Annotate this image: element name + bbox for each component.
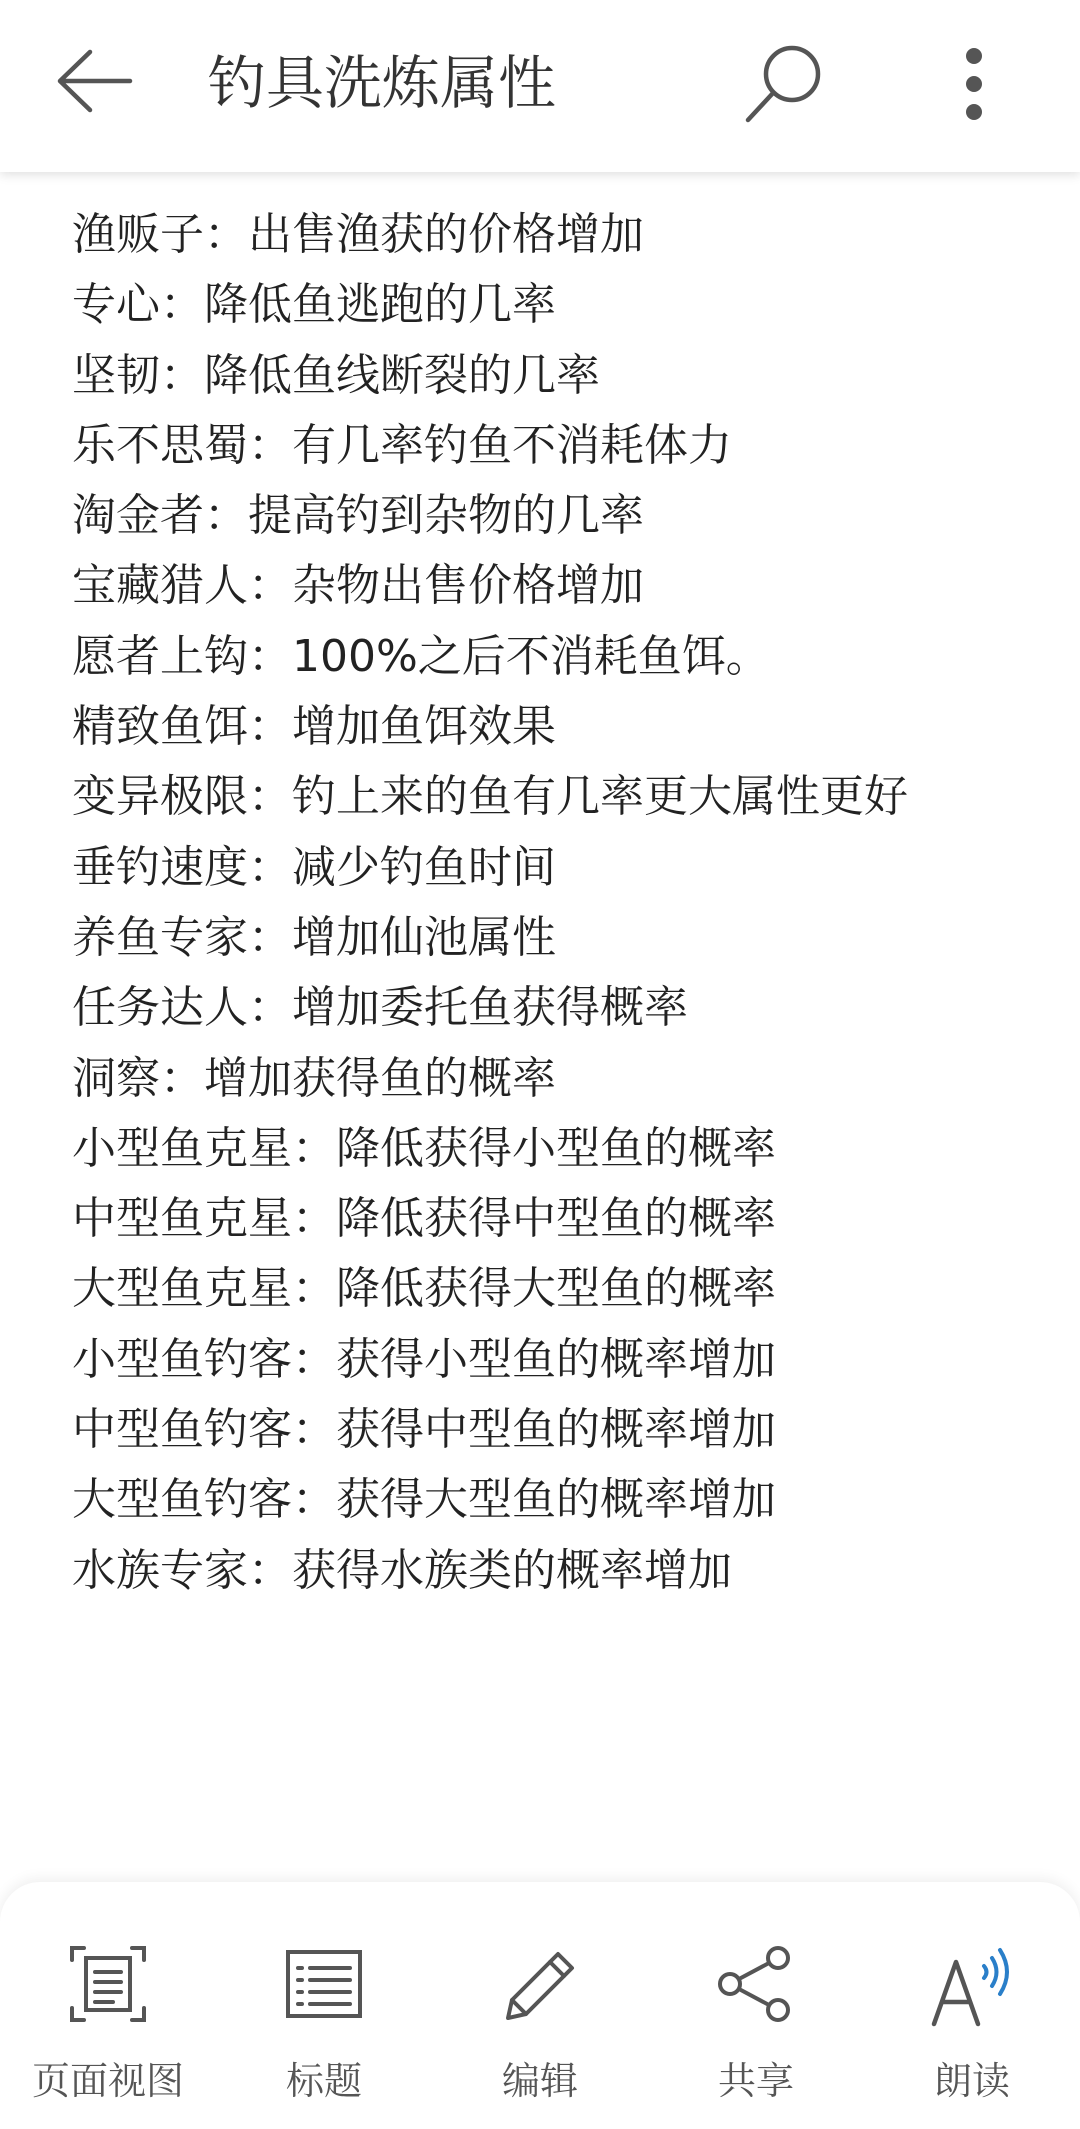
- headings-label: 标题: [285, 2059, 362, 2103]
- text-line: 宝藏猎人：杂物出售价格增加: [72, 560, 644, 612]
- text-line: 大型鱼钓客：获得大型鱼的概率增加: [72, 1474, 776, 1526]
- text-line: 变异极限：钓上来的鱼有几率更大属性更好: [72, 771, 908, 823]
- page-view-label: 页面视图: [31, 2059, 184, 2103]
- share-icon: [710, 1938, 802, 2030]
- page-title: 钓具洗炼属性: [208, 49, 557, 117]
- text-line: 垂钓速度：减少钓鱼时间: [72, 841, 556, 893]
- edit-label: 编辑: [501, 2059, 578, 2103]
- read-aloud-button[interactable]: [872, 1938, 1072, 2105]
- more-options-button[interactable]: [944, 36, 1004, 132]
- search-button[interactable]: [736, 36, 832, 132]
- headings-button[interactable]: [224, 1938, 424, 2105]
- text-line: 小型鱼钓客：获得小型鱼的概率增加: [72, 1333, 776, 1385]
- text-line: 中型鱼克星：降低获得中型鱼的概率: [72, 1193, 776, 1245]
- text-line: 水族专家：获得水族类的概率增加: [72, 1544, 732, 1596]
- read-aloud-label: 朗读: [933, 2059, 1010, 2103]
- text-line: 精致鱼饵：增加鱼饵效果: [72, 701, 556, 753]
- page-view-button[interactable]: [8, 1938, 208, 2105]
- back-button[interactable]: [48, 38, 140, 124]
- text-line: 大型鱼克星：降低获得大型鱼的概率: [72, 1263, 776, 1315]
- text-line: 愿者上钩：100%之后不消耗鱼饵。: [72, 630, 770, 682]
- text-line: 洞察：增加获得鱼的概率: [72, 1052, 556, 1104]
- top-app-bar: [0, 0, 1080, 172]
- text-line: 任务达人：增加委托鱼获得概率: [72, 982, 688, 1034]
- edit-button[interactable]: [440, 1938, 640, 2105]
- text-line: 养鱼专家：增加仙池属性: [72, 911, 556, 963]
- search-icon: [742, 42, 826, 126]
- share-label: 共享: [717, 2059, 794, 2103]
- bottom-toolbar: [0, 1882, 1080, 2129]
- headings-list-icon: [278, 1938, 370, 2030]
- text-line: 乐不思蜀：有几率钓鱼不消耗体力: [72, 419, 732, 471]
- page-view-icon: [62, 1938, 154, 2030]
- more-vertical-icon: [964, 46, 984, 122]
- text-line: 专心：降低鱼逃跑的几率: [72, 279, 556, 331]
- text-line: 中型鱼钓客：获得中型鱼的概率增加: [72, 1404, 776, 1456]
- arrow-left-icon: [54, 46, 134, 116]
- pencil-icon: [494, 1938, 586, 2030]
- document-body: [72, 200, 1032, 1606]
- text-line: 渔贩子：出售渔获的价格增加: [72, 209, 644, 260]
- read-aloud-icon: [926, 1938, 1018, 2030]
- text-line: 小型鱼克星：降低获得小型鱼的概率: [72, 1122, 776, 1174]
- text-line: 坚韧：降低鱼线断裂的几率: [72, 349, 600, 401]
- share-button[interactable]: [656, 1938, 856, 2105]
- text-line: 淘金者：提高钓到杂物的几率: [72, 490, 644, 542]
